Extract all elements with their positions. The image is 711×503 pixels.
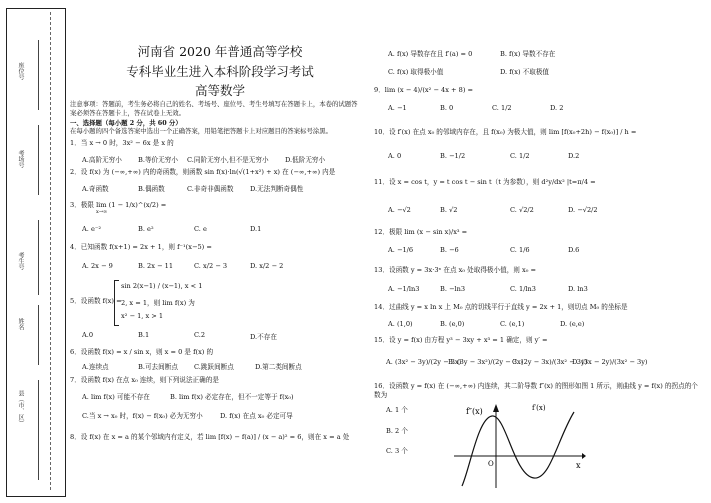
question-stem: 16．设函数 y = f(x) 在 (−∞,+∞) 内连续，其二阶导数 f″(x) 的图形如图 1 所示，则曲线 y = f(x) 的拐点的个数为: [374, 382, 698, 399]
option: D.2: [568, 152, 580, 160]
option: B.1: [138, 331, 150, 339]
option: C. 1/6: [510, 246, 530, 254]
option: B. e²: [138, 225, 154, 233]
option: C.非奇非偶函数: [187, 185, 234, 193]
option: D.第二类间断点: [255, 363, 302, 371]
option: D.无法判断奇偶性: [250, 185, 304, 193]
option: A.连续点: [82, 363, 109, 371]
question-stem: 7．设函数 f(x) 在点 x₀ 连续，则下列说法正确的是: [70, 376, 219, 384]
question-stem: 4．已知函数 f(x+1) = 2x + 1，则 f⁻¹(x−5) =: [70, 243, 212, 251]
option: B.等价无穷小: [138, 156, 178, 164]
question-stem: 8．设 f(x) 在 x = a 的某个邻域内有定义，若 lim [f(x) − f(a)] / (x − a)² = 6，则在 x = a 处: [70, 433, 350, 441]
piecewise-case: 2, x = 1，则 lim f(x) 为: [121, 299, 195, 307]
question-stem: 2．设 f(x) 为 (−∞,+∞) 内的奇函数，则函数 sin f(x)·ln(√(1+x²) + x) 在 (−∞,+∞) 内是: [70, 168, 336, 176]
y-axis-arrow: [493, 404, 499, 412]
margin-fill-line: [38, 125, 39, 195]
margin-fill-line: [38, 380, 39, 480]
piecewise-case: x² − 1, x > 1: [121, 312, 164, 320]
question-stem: 13．设函数 y = 3x·3ˣ 在点 x₀ 处取得极小值，则 x₀ =: [374, 266, 536, 274]
option: D. (e,e): [560, 320, 585, 328]
question-stem: 15．设 y = f(x) 由方程 y³ − 3xy + x³ = 1 确定，则 y′ =: [374, 336, 548, 344]
exam-title: 河南省 2020 年普通高等学校: [137, 44, 303, 59]
cut-line: [50, 12, 51, 490]
option: D. f(x) 在点 x₀ 必定可导: [220, 412, 293, 420]
limit-subscript: x→∞: [96, 209, 108, 215]
option: D.1: [250, 225, 262, 233]
option: C. f(x) 取得极小值: [388, 68, 444, 76]
option: C.2: [194, 331, 206, 339]
option: C.当 x → x₀ 时，f(x) − f(x₀) 必为无穷小: [82, 412, 203, 420]
option: D. (3x − 2y)/(3x² − 3y): [572, 358, 648, 366]
option: C.跳跃间断点: [194, 363, 234, 371]
question-stem: 1．当 x → 0 时，3x² − 6x 是 x 的: [70, 139, 174, 147]
option: C. 1/2: [492, 104, 512, 112]
origin-label: O: [488, 460, 494, 468]
option: D.低阶无穷小: [285, 156, 326, 164]
graph-label-left: f″(x): [466, 407, 483, 416]
option: A. (1,0): [388, 320, 413, 328]
question-stem: 9．lim (x − 4)/(x² − 4x + 8) =: [374, 86, 474, 94]
option: A. 1 个: [386, 406, 408, 414]
option: B. √2: [440, 206, 458, 214]
piecewise-case: sin 2(x−1) / (x−1), x < 1: [121, 282, 203, 290]
option: B. (3y − 3x²)/(2y − 3x): [448, 358, 524, 366]
question-stem: 6．设函数 f(x) = x / sin x，则 x = 0 是 f(x) 的: [70, 348, 214, 356]
option: C. x/2 − 3: [194, 262, 228, 270]
subject-title: 高等数学: [194, 83, 245, 98]
option: A. f(x) 导数存在且 f′(a) = 0: [388, 50, 473, 58]
option: D. −√2/2: [568, 206, 598, 214]
option: B.可去间断点: [138, 363, 178, 371]
option: C.同阶无穷小,但不是无穷小: [187, 156, 269, 164]
option: C. 1/2: [510, 152, 530, 160]
question-stem: 10．设 f′(x) 在点 x₀ 的邻域内存在，且 f(x₀) 为极大值，则 lim [f(x₀+2h) − f(x₀)] / h =: [374, 128, 637, 136]
question-stem: 11．设 x = cos t，y = t cos t − sin t（t 为参数），则 d²y/dx² |t=π/4 =: [374, 178, 596, 186]
option: A.奇函数: [82, 185, 109, 193]
graph-label-right: f′(x): [532, 404, 546, 412]
option: D.6: [568, 246, 580, 254]
option: B. −1/2: [440, 152, 466, 160]
axis-label-x: x: [576, 461, 581, 470]
margin-label-candidate: 考生号: [17, 252, 24, 270]
piecewise-brace: [114, 280, 119, 326]
option: C. (e,1): [500, 320, 525, 328]
question-stem: 5．设函数 f(x) =: [70, 297, 122, 305]
notice-line: 注意事项：答题前，考生务必将自己的姓名、考场号、座位号、考生号填写在答题卡上，本卷的试题答: [70, 100, 358, 108]
option: A. (3x² − 3y)/(2y − 3x): [386, 358, 462, 366]
question-stem: 14．过曲线 y = x ln x 上 M₀ 点的切线平行于直线 y = 2x + 1，则切点 M₀ 的坐标是: [374, 303, 628, 311]
curve: [462, 412, 574, 486]
option: C. (2y − 3x)/(3x² − 3y): [512, 358, 588, 366]
option: A.高阶无穷小: [82, 156, 122, 164]
question-stem: 12．极限 lim (x − sin x)/x³ =: [374, 228, 468, 236]
option: B.偶函数: [138, 185, 165, 193]
option: A.0: [82, 331, 94, 339]
question-stem: 3．极限 lim (1 − 1/x)^(x/2) =: [70, 201, 167, 209]
margin-label-county: 县（市、区）: [17, 390, 24, 426]
option: B. 2x − 11: [138, 262, 174, 270]
option: D.不存在: [250, 333, 277, 341]
option: A. −1/ln3: [388, 285, 420, 293]
option: A. −1: [388, 104, 407, 112]
section-instruction: 在每小题的四个备选答案中选出一个正确答案，用铅笔把答题卡上对应题目的答案标号涂黑。: [70, 127, 333, 135]
option: B. −ln3: [440, 285, 466, 293]
margin-fill-line: [38, 40, 39, 110]
x-axis-arrow: [582, 453, 586, 459]
notice-line: 案必须答在答题卡上，答在试卷上无效。: [70, 109, 186, 117]
option: A. e⁻²: [82, 225, 101, 233]
exam-subtitle: 专科毕业生进入本科阶段学习考试: [126, 64, 314, 79]
option: A. −√2: [388, 206, 411, 214]
option: C. √2/2: [510, 206, 534, 214]
option: D. x/2 − 2: [250, 262, 284, 270]
margin-label-name: 姓名: [17, 318, 24, 330]
margin-label-room: 考场号: [17, 150, 24, 168]
option: B. (e,0): [440, 320, 465, 328]
margin-fill-line: [38, 220, 39, 295]
option: A. lim f(x) 可能不存在: [82, 393, 150, 401]
option: D. 2: [550, 104, 564, 112]
option: A. 2x − 9: [82, 262, 113, 270]
option: C. 3 个: [386, 447, 408, 455]
option: D. f(x) 不取极值: [500, 68, 550, 76]
option: C. 1/ln3: [510, 285, 536, 293]
option: B. −6: [440, 246, 459, 254]
margin-label-seat: 座位号: [17, 62, 24, 80]
option: B. lim f(x) 必定存在，但不一定等于 f(x₀): [170, 393, 294, 401]
second-derivative-graph: [452, 398, 586, 490]
option: B. 2 个: [386, 427, 408, 435]
option: C. e: [194, 225, 207, 233]
option: B. 0: [440, 104, 454, 112]
option: A. 0: [388, 152, 402, 160]
option: B. f(x) 导数不存在: [500, 50, 556, 58]
option: D. ln3: [568, 285, 588, 293]
option: A. −1/6: [388, 246, 414, 254]
margin-fill-line: [38, 305, 39, 365]
section-heading: 一、选择题（每小题 2 分，共 60 分）: [70, 119, 182, 127]
